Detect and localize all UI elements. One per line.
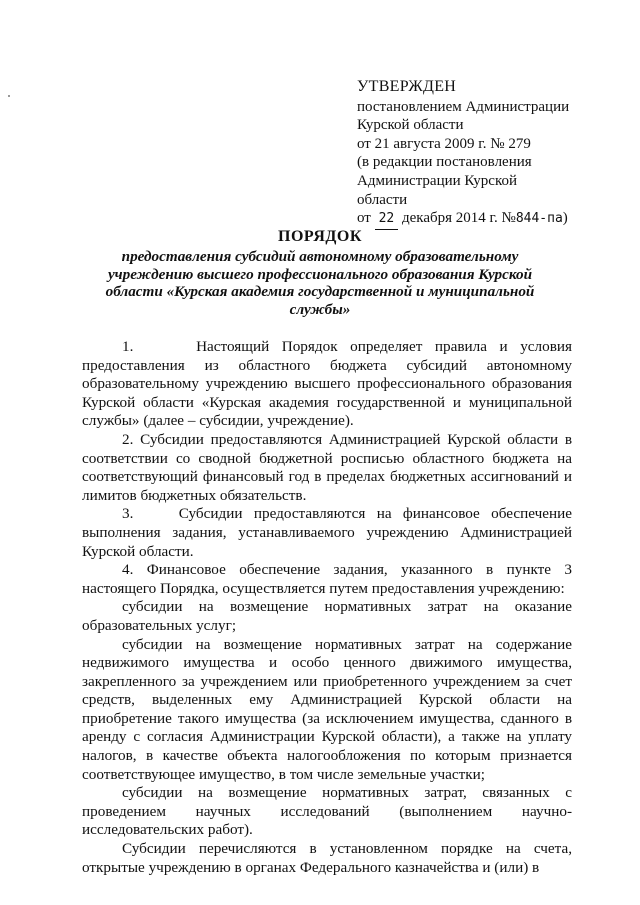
document-body [82,338,572,877]
handwritten-day: 22 [375,210,399,230]
approval-heading: УТВЕРЖДЕН [357,78,457,95]
date-suffix: ) [562,210,568,227]
approval-line: (в редакции постановления [357,154,532,171]
paragraph-4-item-1: субсидии на возмещение нормативных затрат на оказание образовательных услуг; [82,598,572,634]
handwritten-number: 844-па [515,211,563,227]
approval-line: постановлением Администрации [357,98,570,115]
paragraph-4-item-3: субсидии на возмещение нормативных затрат, связанных с проведением научных исследований (выполнением научно-исследовательских работ). [82,784,572,839]
approval-stamp [357,78,627,230]
paragraph-4-item-2: субсидии на возмещение нормативных затрат на содержание недвижимого имущества и особо ценного движимого имущества, закрепленного за учреждением или приобретенного учреждением за счет средств, выделенных ему Администрацией Курской области на приобретение такого имущества (за исключением имущества, сданного в аренду с согласия Администрации Курской области), а также на уплату налогов, в качестве объекта налогообложения по которым признается соответствующее имущество, в том числе земельные участки; [82,635,572,783]
approval-line: области [357,191,408,208]
approval-line: Курской области [357,117,464,134]
paragraph-4: 4. Финансовое обеспечение задания, указанного в пункте 3 настоящего Порядка, осуществляется путем предоставления учреждению: [82,561,572,597]
paragraph-5: Субсидии перечисляются в установленном порядке на счета, открытые учреждению в органах Федерального казначейства и (или) в [82,840,572,876]
document-subtitle: предоставления субсидий автономному образовательному учреждению высшего профессионального образования Курской области «Курская академия государственной и муниципальной службы» [105,248,535,318]
approval-date-line [357,209,627,230]
paragraph-1: 1. Настоящий Порядок определяет правила и условия предоставления из областного бюджета субсидий автономному образовательному учреждению высшего профессионального образования Курской области «Курская академия государственной и муниципальной службы» (далее – субсидии, учреждение). [82,338,572,430]
date-prefix: от [357,210,371,227]
approval-line: от 21 августа 2009 г. № 279 [357,135,531,152]
document-title: ПОРЯДОК [278,228,362,245]
paragraph-2: 2. Субсидии предоставляются Администрацией Курской области в соответствии со сводной бюджетной росписью областного бюджета на соответствующий финансовый год в пределах бюджетных ассигнований и лимитов бюджетных обязательств. [82,430,572,504]
date-middle: декабря 2014 г. № [402,210,516,227]
scan-speck [8,95,10,97]
paragraph-3: 3. Субсидии предоставляются на финансовое обеспечение выполнения задания, устанавливаемого учреждению Администрацией Курской области. [82,505,572,560]
approval-line: Администрации Курской [357,172,518,189]
